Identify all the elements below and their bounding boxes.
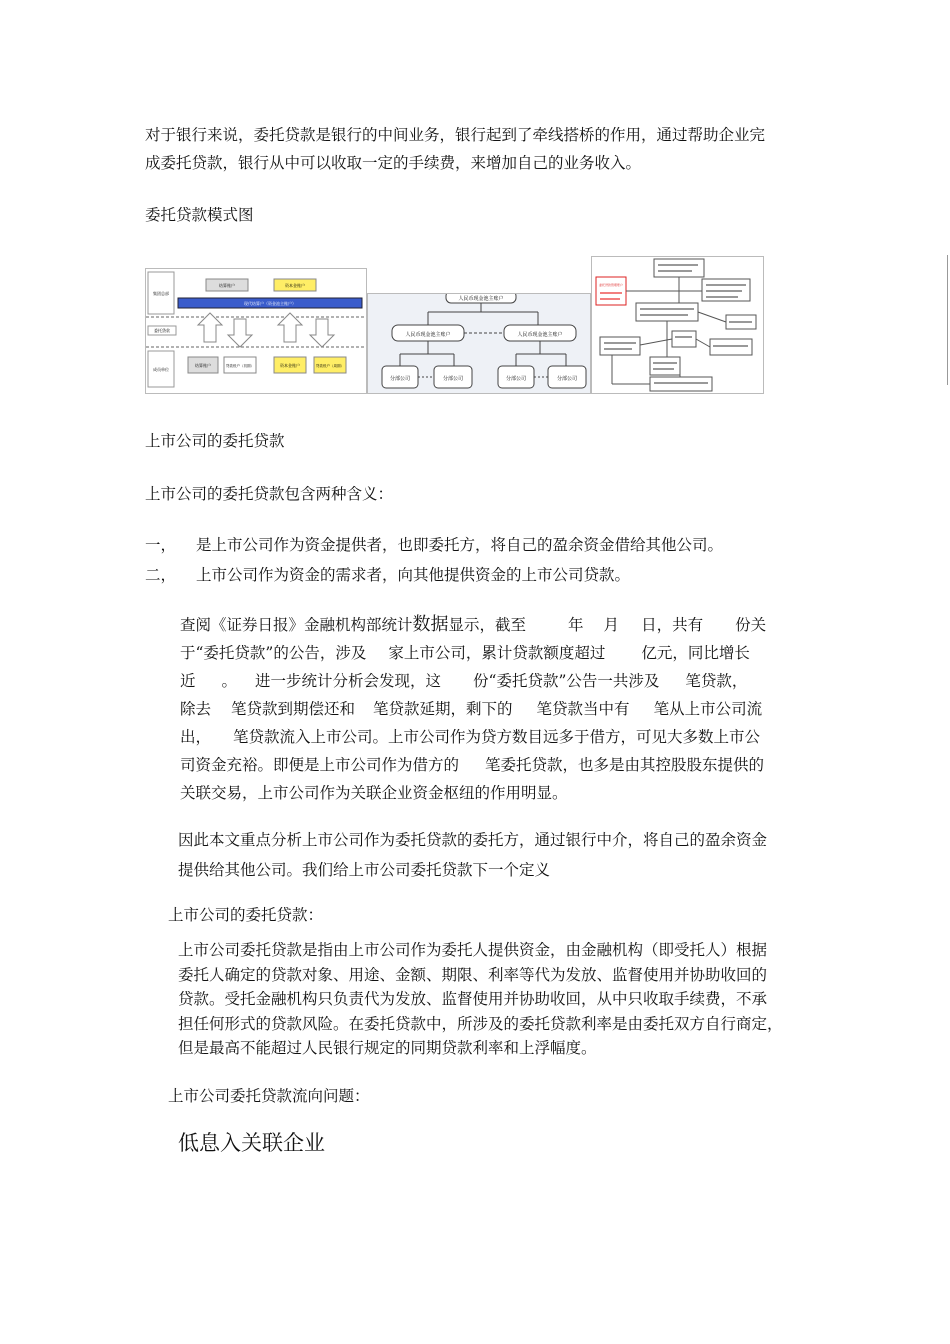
definition-heading: 上市公司的委托贷款： xyxy=(168,906,324,924)
stats-text: 司资金充裕。即便是上市公司作为借方的 xyxy=(180,756,460,774)
stats-line-7 xyxy=(180,779,820,807)
diagram-image-3 xyxy=(591,256,764,394)
stats-line-5 xyxy=(180,723,820,751)
diagram-heading: 委托贷款模式图 xyxy=(145,206,254,224)
definition-line-2: 委托人确定的贷款对象、用途、金额、期限、利率等代为发放、监督使用并协助收回的 xyxy=(178,965,768,984)
definition-line-5: 但是最高不能超过人民银行规定的同期贷款利率和上浮幅度。 xyxy=(178,1039,597,1057)
stats-text: 年 xyxy=(568,616,584,634)
stats-text: 出， xyxy=(180,728,212,746)
d2-c4: 分部公司 xyxy=(556,376,578,382)
stats-text: 亿元，同比增长 xyxy=(641,644,750,662)
stats-text: 笔贷款到期偿还和 xyxy=(231,700,356,718)
stats-text: 近 xyxy=(180,672,196,690)
focus-line-2: 提供给其他公司。我们给上市公司委托贷款下一个定义 xyxy=(178,861,551,879)
d2-left: 人民币现金池主账户 xyxy=(405,332,451,338)
section-intro: 上市公司的委托贷款包含两种含义： xyxy=(145,485,394,503)
d2-c2: 分部公司 xyxy=(442,376,464,382)
focus-line-1: 因此本文重点分析上市公司作为委托贷款的委托方，通过银行中介，将自己的盈余资金 xyxy=(178,831,768,849)
d1-sub2: 贷款账户（初期） xyxy=(226,364,254,368)
section-heading-listed-company-loans: 上市公司的委托贷款 xyxy=(145,432,285,450)
stats-text: 月 xyxy=(603,616,620,634)
d2-c1: 分部公司 xyxy=(389,376,411,382)
stats-line-3 xyxy=(180,667,820,695)
d3-red-label: 委托贷款管理账户 xyxy=(598,283,624,287)
definition-line-1: 上市公司委托贷款是指由上市公司作为委托人提供资金，由金融机构（即受托人）根据 xyxy=(178,941,768,959)
d1-side-mid: 委托贷款 xyxy=(154,328,170,333)
stats-line-6 xyxy=(180,751,820,779)
d1-box-a: 结算账户 xyxy=(219,283,235,288)
list-item-1 xyxy=(145,532,723,559)
stats-text: 份“委托贷款”公告一共涉及 xyxy=(473,672,660,690)
definition-line-3: 贷款。受托金融机构只负责代为发放、监督使用并协助收回，从中只收取手续费，不承 xyxy=(178,990,768,1008)
stats-text: 笔贷款， xyxy=(685,672,748,690)
d2-right: 人民币现金池主账户 xyxy=(517,332,563,338)
stats-text: 数据 xyxy=(412,614,449,635)
d1-bar: 现代结算户（资金池主账户） xyxy=(244,301,296,306)
list-item-2-text: 上市公司作为资金的需求者，向其他提供资金的上市公司贷款。 xyxy=(196,566,631,584)
d2-c3: 分部公司 xyxy=(505,376,527,382)
stats-text: 进一步统计分析会发现，这 xyxy=(255,672,442,690)
stats-text: 笔贷款延期，剩下的 xyxy=(373,700,513,718)
d1-sub3: 资本金账户 xyxy=(280,363,300,368)
definition-line-4: 担任何形式的贷款风险。在委托贷款中，所涉及的委托贷款利率是由委托双方自行商定， xyxy=(178,1014,783,1033)
diagram-image-2 xyxy=(367,293,591,394)
d1-side-top: 集团总部 xyxy=(153,291,169,296)
intro-line-1: 对于银行来说，委托贷款是银行的中间业务，银行起到了牵线搭桥的作用，通过帮助企业完 xyxy=(145,126,766,144)
intro-line-2: 成委托贷款，银行从中可以收取一定的手续费，来增加自己的业务收入。 xyxy=(145,154,642,172)
list-item-2-num: 二， xyxy=(145,566,177,584)
d1-sub1: 结算账户 xyxy=(195,363,211,368)
list-item-2 xyxy=(145,562,630,589)
stats-text: 关联交易，上市公司作为关联企业资金枢纽的作用明显。 xyxy=(180,784,568,802)
stats-line-4 xyxy=(180,695,820,723)
stats-line-1 xyxy=(180,611,820,639)
page-edge-line xyxy=(947,255,948,385)
flow-subheading: 低息入关联企业 xyxy=(178,1131,325,1155)
d2-top: 人民币现金池主账户 xyxy=(458,296,504,302)
flow-heading: 上市公司委托贷款流向问题： xyxy=(168,1087,370,1105)
stats-line-2 xyxy=(180,639,820,667)
d1-side-bot: 成员单位 xyxy=(153,367,169,372)
stats-text: 笔从上市公司流 xyxy=(653,700,763,718)
stats-text: 除去 xyxy=(180,700,212,718)
d1-box-b: 资本金账户 xyxy=(285,283,305,288)
stats-text: 笔委托贷款，也多是由其控股股东提供的 xyxy=(485,756,765,774)
stats-text: 日，共有 xyxy=(641,616,704,634)
stats-text: 笔贷款流入上市公司。上市公司作为贷方数目远多于借方，可见大多数上市公 xyxy=(233,728,761,746)
stats-text: 家上市公司，累计贷款额度超过 xyxy=(388,644,606,662)
stats-text: 显示，截至 xyxy=(448,616,527,634)
list-item-1-text: 是上市公司作为资金提供者，也即委托方，将自己的盈余资金借给其他公司。 xyxy=(196,536,724,554)
definition-paragraph xyxy=(178,938,818,1061)
stats-text: 笔贷款当中有 xyxy=(536,700,630,718)
d1-sub4: 贷款账户（周期） xyxy=(316,364,344,368)
list-item-1-num: 一， xyxy=(145,536,177,554)
stats-text: 于“委托贷款”的公告，涉及 xyxy=(180,644,367,662)
stats-text: 。 xyxy=(221,672,238,690)
stats-paragraph xyxy=(180,611,820,807)
diagram-image-1 xyxy=(145,268,367,394)
stats-text: 查阅《证券日报》金融机构部统计 xyxy=(180,616,413,634)
stats-text: 份关 xyxy=(735,616,767,634)
